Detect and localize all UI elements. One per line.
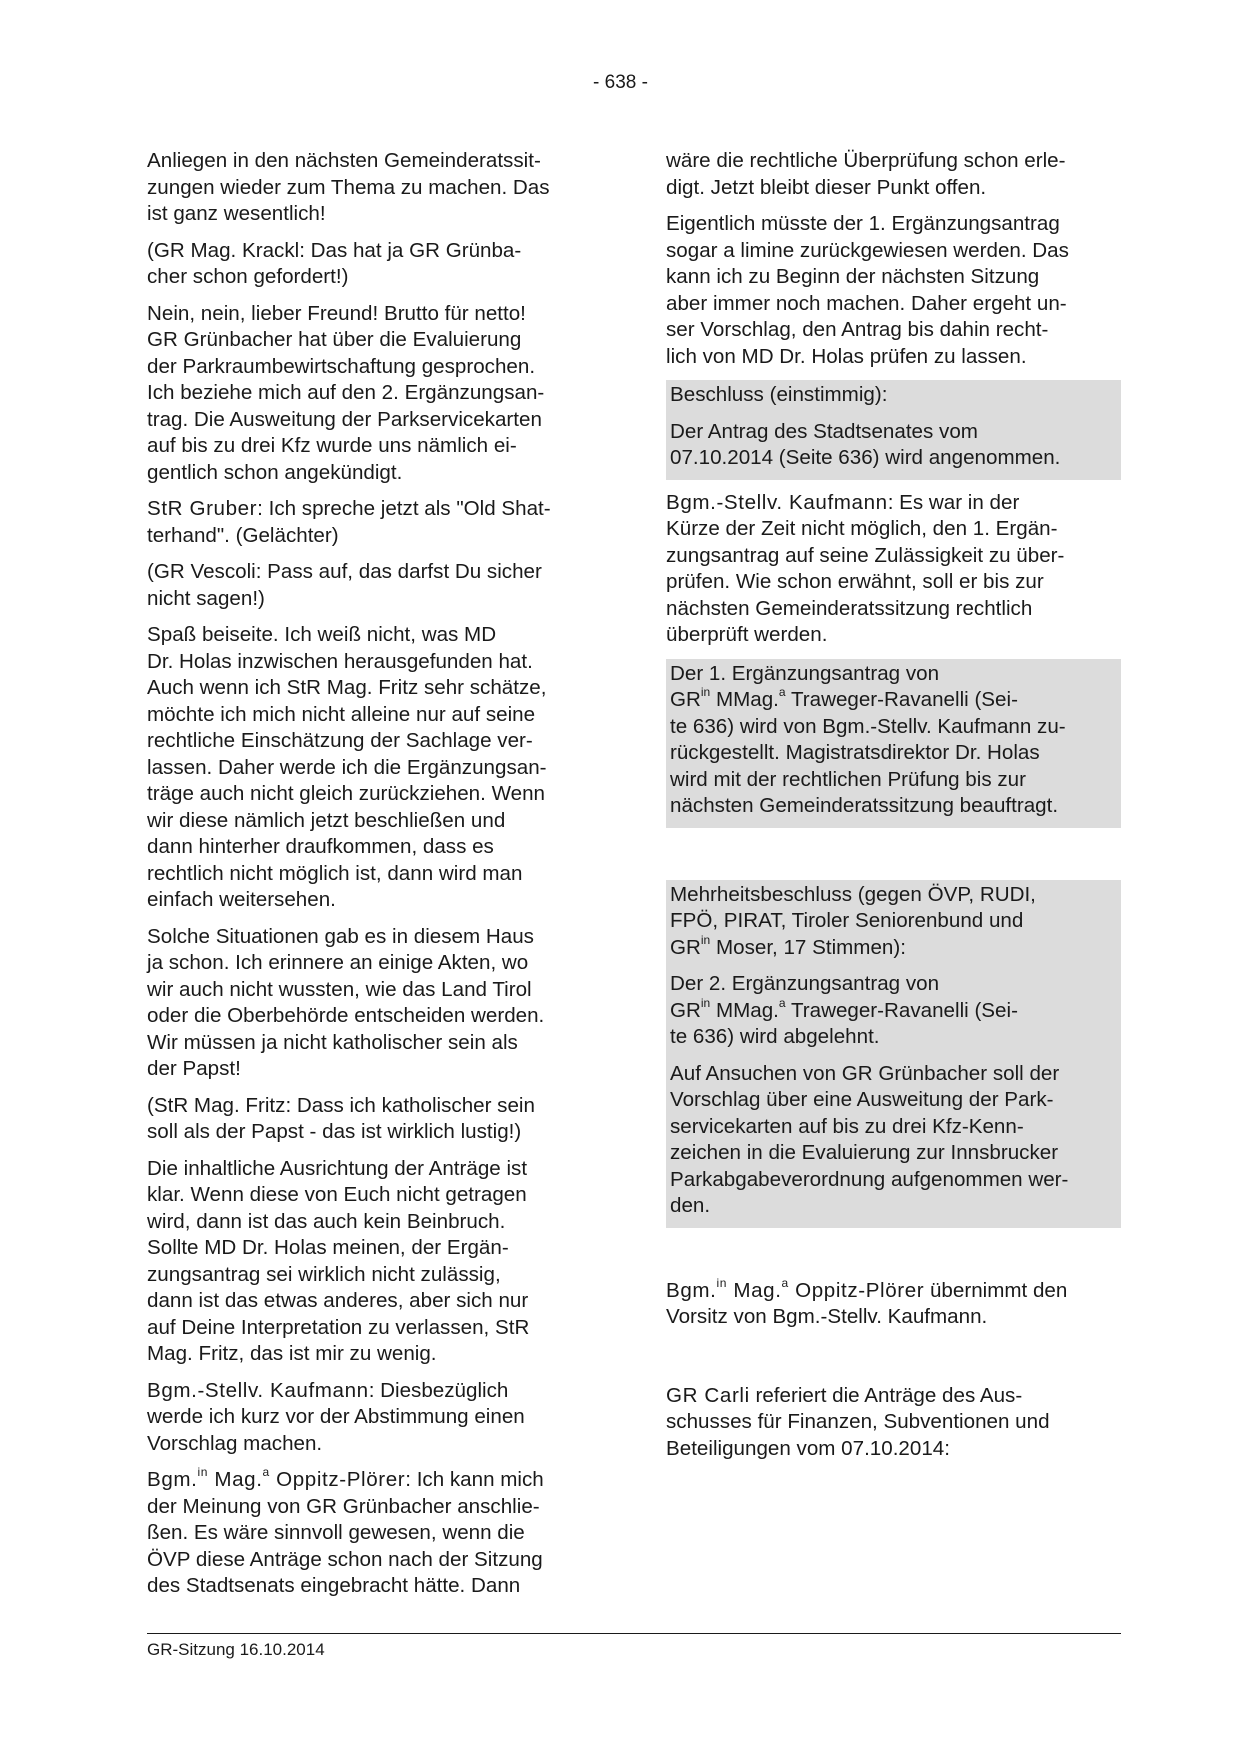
right-column — [666, 148, 1121, 1472]
resolution-text: Der 1. Ergänzungsantrag von $GR^{in}$ MMag.$^a$ Traweger-Ravanelli (Sei- te 636) wird von Bgm.-Stellv. Kaufmann zu- rückgestellt. Magistratsdirektor Dr. Holas wird mit der rechtlichen Prüfung bis zur nächsten Gemeinderatssitzung beauftragt. — [670, 661, 1066, 817]
paragraph: Anliegen in den nächsten Gemeinderatssit- zungen wieder zum Thema zu machen. Das ist ganz wesentlich! — [147, 149, 550, 225]
interjection: (StR Mag. Fritz: Dass ich katholischer sein soll als der Papst - das ist wirklich lustig!) — [147, 1093, 535, 1143]
speech-paragraph — [147, 1378, 602, 1458]
interjection: (GR Vescoli: Pass auf, das darfst Du sicher nicht sagen!) — [147, 560, 542, 610]
resolution-text: Der 2. Ergänzungsantrag von $GR^{in}$ MMag.$^a$ Traweger-Ravanelli (Sei- te 636) wird abgelehnt. — [670, 972, 1018, 1048]
speaker-name: Bgm.-Stellv. Kaufmann — [666, 490, 888, 514]
resolution-title: Mehrheitsbeschluss (gegen ÖVP, RUDI, FPÖ, PIRAT, Tiroler Seniorenbund und $GR^{in}$ Moser, 17 Stimmen): — [670, 882, 1036, 959]
paragraph: Solche Situationen gab es in diesem Haus ja schon. Ich erinnere an einige Akten, wo wir auch nicht wussten, wie das Land Tirol oder die Oberbehörde entscheiden werden. Wir müssen ja nicht katholischer sein als der Papst! — [147, 924, 545, 1080]
report-paragraph — [666, 1383, 1121, 1463]
paragraph: Nein, nein, lieber Freund! Brutto für netto! GR Grünbacher hat über die Evaluierung der Parkraumbewirtschaftung gesprochen. Ich beziehe mich auf den 2. Ergänzungsan- trag. Die Ausweitung der Parkservicekarten auf bis zu drei Kfz wurde uns nämlich ei- gentlich schon angekündigt. — [147, 301, 545, 484]
speech-text: : Diesbezüglich werde ich kurz vor der Abstimmung einen Vorschlag machen. — [147, 1378, 525, 1455]
speech-paragraph — [147, 496, 602, 549]
left-column — [147, 148, 602, 1610]
speech-text: : Ich spreche jetzt als "Old Shat- terhand". (Gelächter) — [147, 497, 551, 547]
resolution-block — [666, 659, 1121, 828]
speech-paragraph — [147, 1467, 602, 1600]
speaker-name: GR Carli — [666, 1383, 750, 1407]
resolution-title: Beschluss (einstimmig): — [670, 383, 888, 406]
speech-text: : Ich kann mich der Meinung von GR Grünbacher anschlie- ßen. Es wäre sinnvoll gewesen, wenn die ÖVP diese Anträge schon nach der Sitzung des Stadtsenats eingebracht hätte. Dann — [147, 1468, 544, 1597]
speech-paragraph — [666, 490, 1121, 649]
majority-resolution-block — [666, 880, 1121, 1228]
speech-text: referiert die Anträge des Aus- schusses für Finanzen, Subventionen und Beteiligungen vom 07.10.2014: — [666, 1383, 1050, 1460]
resolution-block — [666, 380, 1121, 480]
footer-text: GR-Sitzung 16.10.2014 — [147, 1640, 325, 1659]
interjection: (GR Mag. Krackl: Das hat ja GR Grünba- cher schon gefordert!) — [147, 238, 522, 288]
paragraph: wäre die rechtliche Überprüfung schon erle- digt. Jetzt bleibt dieser Punkt offen. — [666, 149, 1066, 199]
paragraph: Spaß beiseite. Ich weiß nicht, was MD Dr. Holas inzwischen herausgefunden hat. Auch wenn ich StR Mag. Fritz sehr schätze, möchte ich mich nicht alleine nur auf seine rechtliche Einschätzung der Sachlage ver- lassen. Daher werde ich die Ergänzungsan- träge auch nicht gleich zurückziehen. Wenn wir diese nämlich jetzt beschließen und dann hinterher draufkommen, dass es rechtlich nicht möglich ist, dann wird man einfach weitersehen. — [147, 623, 547, 911]
speaker-name: Bgm.$^{in}$ Mag.$^a$ Oppitz-Plörer — [666, 1275, 925, 1302]
page-number: - 638 - — [593, 72, 648, 93]
speaker-name: Bgm.$^{in}$ Mag.$^a$ Oppitz-Plörer — [147, 1465, 406, 1491]
speech-text: übernimmt den Vorsitz von Bgm.-Stellv. Kaufmann. — [666, 1278, 1068, 1328]
speaker-name: Bgm.-Stellv. Kaufmann — [147, 1378, 369, 1402]
speaker-name: StR Gruber — [147, 497, 258, 520]
speech-text: : Es war in der Kürze der Zeit nicht möglich, den 1. Ergän- zungsantrag auf seine Zulässigkeit zu über- prüfen. Wie schon erwähnt, soll er bis zur nächsten Gemeinderatssitzung rechtlich überprüft werden. — [666, 490, 1065, 646]
paragraph: Die inhaltliche Ausrichtung der Anträge ist klar. Wenn diese von Euch nicht getragen wird, dann ist das auch kein Beinbruch. Sollte MD Dr. Holas meinen, der Ergän- zungsantrag sei wirklich nicht zulässig, dann ist das etwas anderes, aber sich nur auf Deine Interpretation zu verlassen, StR Mag. Fritz, das ist mir zu wenig. — [147, 1156, 530, 1365]
resolution-text: Auf Ansuchen von GR Grünbacher soll der Vorschlag über eine Ausweitung der Park- servicekarten auf bis zu drei Kfz-Kenn- zeichen in die Evaluierung zur Innsbrucker Parkabgabeverordnung aufgenommen wer- den. — [670, 1061, 1069, 1217]
chair-change-paragraph — [666, 1275, 1121, 1331]
paragraph: Eigentlich müsste der 1. Ergänzungsantrag sogar a limine zurückgewiesen werden. Das kann ich zu Beginn der nächsten Sitzung aber immer noch machen. Daher ergeht un- ser Vorschlag, den Antrag bis dahin recht- lich von MD Dr. Holas prüfen zu lassen. — [666, 212, 1069, 368]
footer-divider — [147, 1633, 1121, 1634]
resolution-text: Der Antrag des Stadtsenates vom 07.10.2014 (Seite 636) wird angenommen. — [670, 419, 1061, 469]
